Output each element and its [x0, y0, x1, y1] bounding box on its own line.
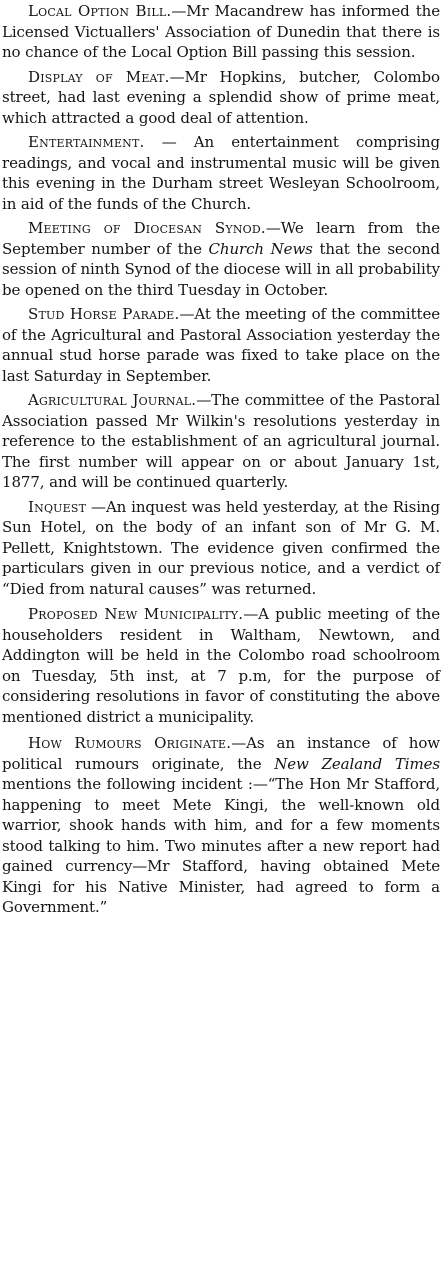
- article-heading: Display of Meat.: [28, 67, 170, 86]
- article-heading: Meeting of Diocesan Synod.: [28, 219, 266, 237]
- article-diocesan-synod: [2, 218, 440, 300]
- article-body: —At the meeting of the committee of the Agricultural and Pastoral Association yesterday the annual stud horse parade was fixed to take place on the last Saturday in September.: [2, 305, 440, 385]
- article-agricultural-journal: [2, 390, 440, 493]
- article-body: —Mr Macandrew has informed the Licensed Victuallers' Association of Dunedin that there is no chance of the Local Option Bill passing this session.: [2, 2, 440, 61]
- article-stud-horse-parade: [2, 304, 440, 386]
- article-heading: Proposed New Municipality.: [28, 605, 244, 623]
- article-body: — An entertainment comprising readings, and vocal and instrumental music will be given this evening in the Durham street Wesleyan Schoolroom, in aid of the funds of the Church.: [2, 133, 440, 213]
- article-inquest: [2, 497, 440, 600]
- article-entertainment: [2, 132, 440, 214]
- article-body: —We learn from the September number of the: [2, 219, 440, 258]
- article-body: mentions the following incident :—“The Hon Mr Stafford, happening to meet Mete Kingi, the well-known old warrior, shook hands with him, and for a few moments stood talking to him. Two minutes after a new report had gained currency—Mr Stafford, having obtained Mete Kingi for his Native Minister, had agreed to form a Government.”: [2, 775, 440, 916]
- article-local-option-bill: [2, 1, 440, 63]
- article-body: —As an instance of how political rumours originate, the: [2, 734, 441, 773]
- article-body: —A public meeting of the householders resident in Waltham, Newtown, and Addington will be held in the Colombo road schoolroom on Tuesday, 5th inst, at 7 p.m, for the purpose of considering resolutions in favor of constituting the above mentioned district a municipality.: [2, 605, 440, 726]
- article-new-municipality: [2, 604, 440, 727]
- article-heading: Agricultural Journal.: [28, 391, 197, 409]
- article-heading: Stud Horse Parade.: [28, 305, 180, 323]
- article-body: —An inquest was held yesterday, at the Rising Sun Hotel, on the body of an infant son of Mr G. M. Pellett, Knightstown. The evidence given confirmed the particulars given in our previous notice, and a verdict of “Died from natural causes” was returned.: [2, 497, 440, 598]
- article-rumours: [2, 733, 440, 918]
- article-body: —The committee of the Pastoral Association passed Mr Wilkin's resolutions yesterday in reference to the establishment of an agricultural journal. The first number will appear on or about January 1st, 1877, and will be continued quarterly.: [2, 391, 440, 491]
- newspaper-title: New Zealand Times: [274, 754, 440, 773]
- article-body: —Mr Hopkins, butcher, Colombo street, had last evening a splendid show of prime meat, which attracted a good deal of attention.: [2, 67, 440, 127]
- article-display-of-meat: [2, 67, 440, 129]
- article-heading: How Rumours Originate.: [28, 734, 232, 752]
- article-heading: Entertainment.: [28, 133, 145, 151]
- newspaper-title: Church News: [208, 239, 313, 258]
- article-heading: Inquest: [28, 497, 87, 516]
- article-body: that the second session of ninth Synod of the diocese will in all probability be opened on the third Tuesday in October.: [2, 239, 440, 299]
- article-heading: Local Option Bill.: [28, 2, 172, 20]
